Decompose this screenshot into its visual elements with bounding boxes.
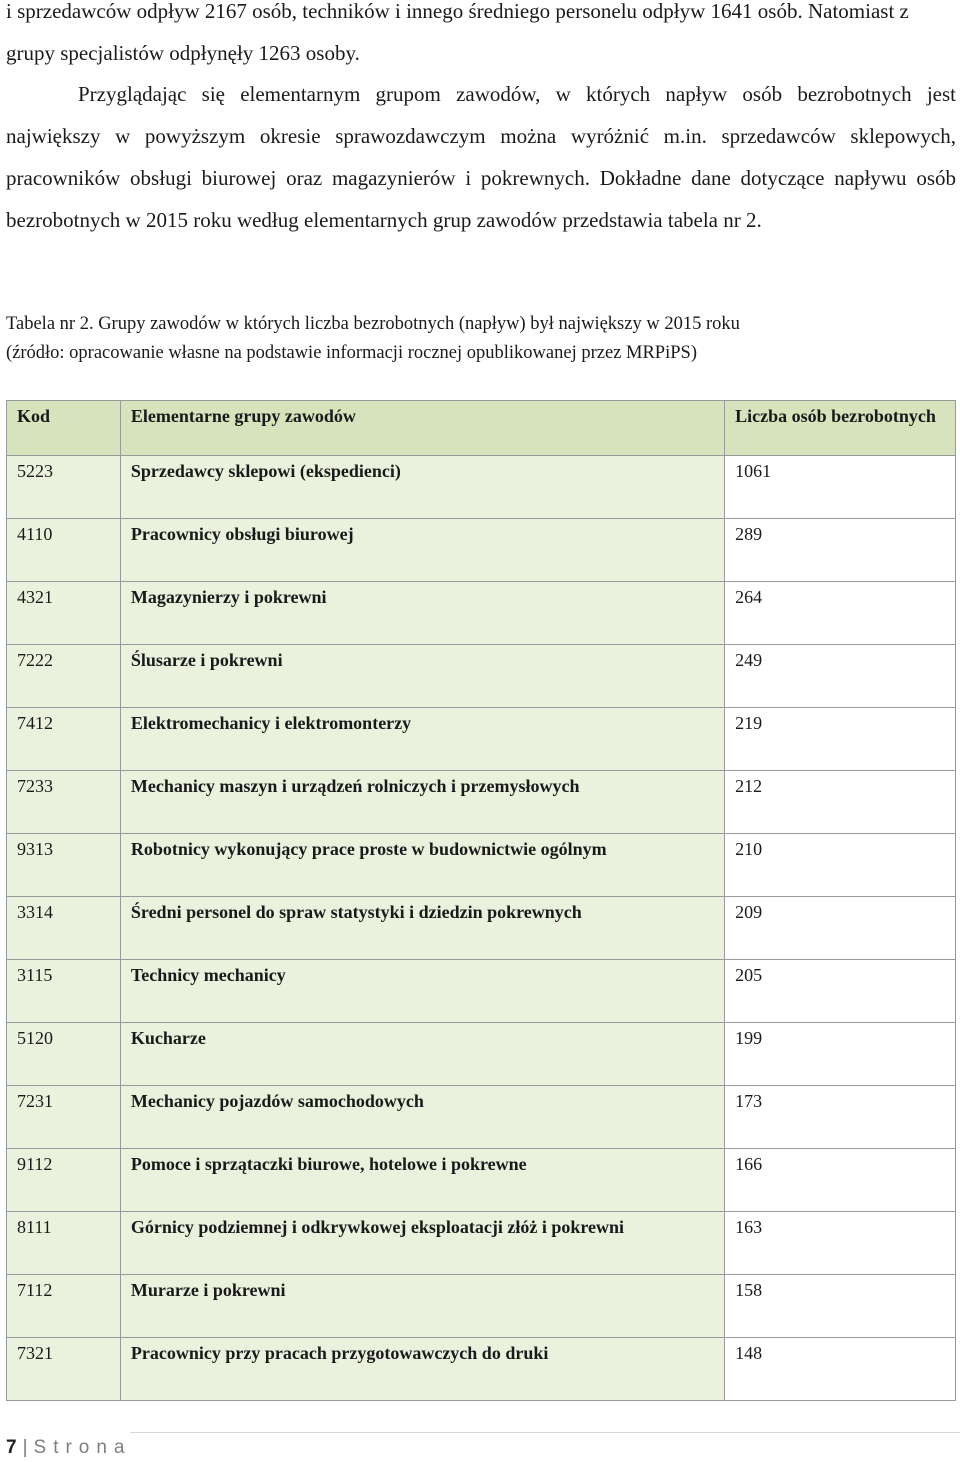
row-code: 7231 bbox=[7, 1086, 121, 1149]
table-row bbox=[7, 708, 956, 771]
page-number: 7 bbox=[6, 1437, 17, 1458]
row-count: 173 bbox=[725, 1086, 956, 1149]
header-code: Kod bbox=[7, 401, 121, 456]
row-code: 8111 bbox=[7, 1212, 121, 1275]
row-occupation: Pracownicy przy pracach przygotowawczych do druki bbox=[120, 1338, 724, 1401]
row-code: 7321 bbox=[7, 1338, 121, 1401]
table-row bbox=[7, 1275, 956, 1338]
row-occupation: Pomoce i sprzątaczki biurowe, hotelowe i pokrewne bbox=[120, 1149, 724, 1212]
table-row bbox=[7, 960, 956, 1023]
row-occupation: Magazynierzy i pokrewni bbox=[120, 582, 724, 645]
row-occupation: Technicy mechanicy bbox=[120, 960, 724, 1023]
row-count: 264 bbox=[725, 582, 956, 645]
row-count: 1061 bbox=[725, 456, 956, 519]
table-row bbox=[7, 1338, 956, 1401]
row-code: 7222 bbox=[7, 645, 121, 708]
intro-paragraph: i sprzedawców odpływ 2167 osób, techników i innego średniego personelu odpływ 1641 osób. Natomiast z grupy specjalistów odpłynęły 1263 osoby. bbox=[6, 0, 909, 65]
row-code: 9313 bbox=[7, 834, 121, 897]
row-code: 4110 bbox=[7, 519, 121, 582]
row-occupation: Kucharze bbox=[120, 1023, 724, 1086]
table-row bbox=[7, 897, 956, 960]
table-row bbox=[7, 834, 956, 897]
row-code: 7233 bbox=[7, 771, 121, 834]
row-occupation: Mechanicy pojazdów samochodowych bbox=[120, 1086, 724, 1149]
table-header-row bbox=[7, 401, 956, 456]
row-count: 205 bbox=[725, 960, 956, 1023]
row-code: 9112 bbox=[7, 1149, 121, 1212]
row-occupation: Sprzedawcy sklepowi (ekspedienci) bbox=[120, 456, 724, 519]
table-row bbox=[7, 519, 956, 582]
row-occupation: Murarze i pokrewni bbox=[120, 1275, 724, 1338]
row-occupation: Mechanicy maszyn i urządzeń rolniczych i przemysłowych bbox=[120, 771, 724, 834]
table-row bbox=[7, 645, 956, 708]
row-occupation: Średni personel do spraw statystyki i dziedzin pokrewnych bbox=[120, 897, 724, 960]
row-count: 199 bbox=[725, 1023, 956, 1086]
table-row bbox=[7, 1212, 956, 1275]
row-occupation: Elektromechanicy i elektromonterzy bbox=[120, 708, 724, 771]
table-row bbox=[7, 1086, 956, 1149]
row-code: 5120 bbox=[7, 1023, 121, 1086]
table-caption-line-2: (źródło: opracowanie własne na podstawie informacji rocznej opublikowanej przez MRPiPS) bbox=[6, 343, 697, 363]
table-row bbox=[7, 1149, 956, 1212]
main-paragraph: Przyglądając się elementarnym grupom zawodów, w których napływ osób bezrobotnych jest największy w powyższym okresie sprawozdawczym można wyróżnić m.in. sprzedawców sklepowych, pracowników obsługi biurowej oraz magazynierów i pokrewnych. Dokładne dane dotyczące napływu osób bezrobotnych w 2015 roku według elementarnych grup zawodów przedstawia tabela nr 2. bbox=[6, 82, 956, 232]
row-code: 7412 bbox=[7, 708, 121, 771]
table-row bbox=[7, 456, 956, 519]
row-occupation: Robotnicy wykonujący prace proste w budownictwie ogólnym bbox=[120, 834, 724, 897]
row-code: 7112 bbox=[7, 1275, 121, 1338]
row-count: 219 bbox=[725, 708, 956, 771]
table-row bbox=[7, 582, 956, 645]
row-code: 3115 bbox=[7, 960, 121, 1023]
row-occupation: Pracownicy obsługi biurowej bbox=[120, 519, 724, 582]
row-code: 5223 bbox=[7, 456, 121, 519]
row-count: 209 bbox=[725, 897, 956, 960]
row-count: 158 bbox=[725, 1275, 956, 1338]
header-occupation: Elementarne grupy zawodów bbox=[120, 401, 724, 456]
occupations-table bbox=[6, 400, 956, 1401]
table-caption-line-1: Tabela nr 2. Grupy zawodów w których liczba bezrobotnych (napływ) był największy w 2015 roku bbox=[6, 314, 740, 334]
row-occupation: Ślusarze i pokrewni bbox=[120, 645, 724, 708]
row-occupation: Górnicy podziemnej i odkrywkowej eksploatacji złóż i pokrewni bbox=[120, 1212, 724, 1275]
row-count: 163 bbox=[725, 1212, 956, 1275]
table-row bbox=[7, 771, 956, 834]
row-count: 289 bbox=[725, 519, 956, 582]
row-count: 210 bbox=[725, 834, 956, 897]
header-count: Liczba osób bezrobotnych bbox=[725, 401, 956, 456]
row-code: 3314 bbox=[7, 897, 121, 960]
table-caption bbox=[6, 310, 956, 368]
page-word: Strona bbox=[33, 1437, 132, 1458]
row-count: 148 bbox=[725, 1338, 956, 1401]
table-row bbox=[7, 1023, 956, 1086]
row-code: 4321 bbox=[7, 582, 121, 645]
footer-divider bbox=[130, 1432, 960, 1433]
row-count: 166 bbox=[725, 1149, 956, 1212]
row-count: 249 bbox=[725, 645, 956, 708]
row-count: 212 bbox=[725, 771, 956, 834]
footer-separator: | bbox=[22, 1437, 28, 1458]
page-footer bbox=[6, 1434, 132, 1462]
